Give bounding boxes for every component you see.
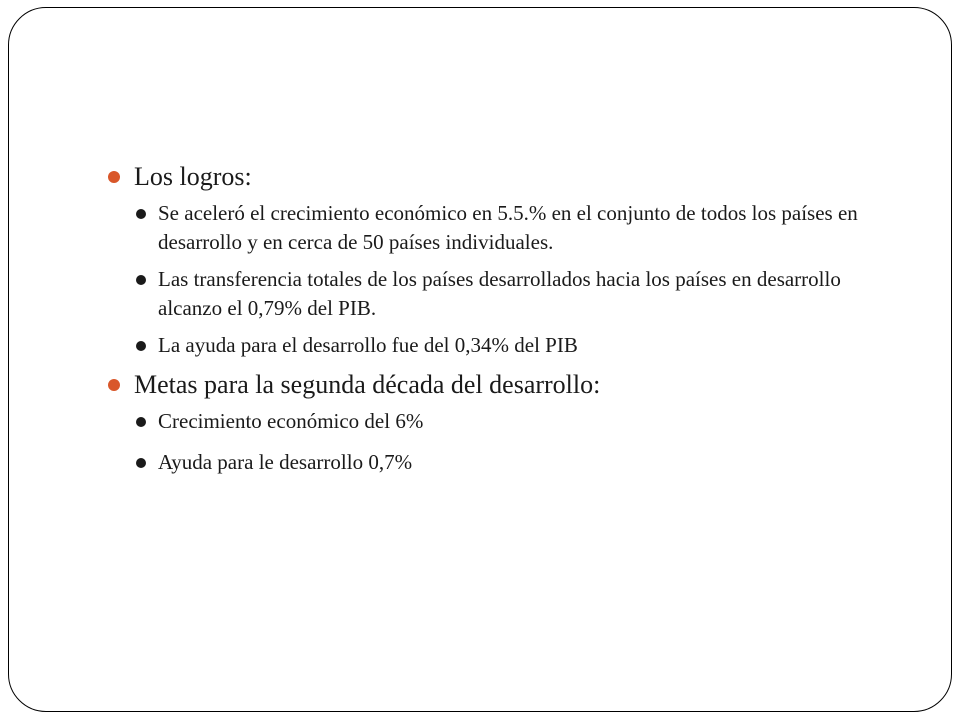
sub-bullet-dot-icon [136,209,146,219]
section-logros [104,160,864,360]
sub-bullet-dot-icon [136,275,146,285]
bullet-dot-icon [108,171,120,183]
list-item-text: La ayuda para el desarrollo fue del 0,34% del PIB [158,333,578,357]
bullet-list [104,160,864,477]
list-item-text: Las transferencia totales de los países desarrollados hacia los países en desarrollo alcanzo el 0,79% del PIB. [158,267,841,320]
sub-bullet-dot-icon [136,417,146,427]
list-item [134,265,864,323]
sub-bullet-list [134,407,864,477]
sub-bullet-dot-icon [136,341,146,351]
list-item-text: Ayuda para le desarrollo 0,7% [158,450,413,474]
list-item-text: Se aceleró el crecimiento económico en 5.5.% en el conjunto de todos los países en desarrollo y en cerca de 50 países individuales. [158,201,858,254]
section-metas [104,368,864,477]
list-item [134,407,864,436]
list-item-text: Crecimiento económico del 6% [158,409,424,433]
sub-bullet-list [134,199,864,360]
list-item [134,331,864,360]
sub-bullet-dot-icon [136,458,146,468]
section-heading: Metas para la segunda década del desarrollo: [134,370,601,399]
list-item [134,199,864,257]
bullet-dot-icon [108,379,120,391]
list-item [134,448,864,477]
section-heading: Los logros: [134,162,252,191]
slide-content [104,160,864,477]
